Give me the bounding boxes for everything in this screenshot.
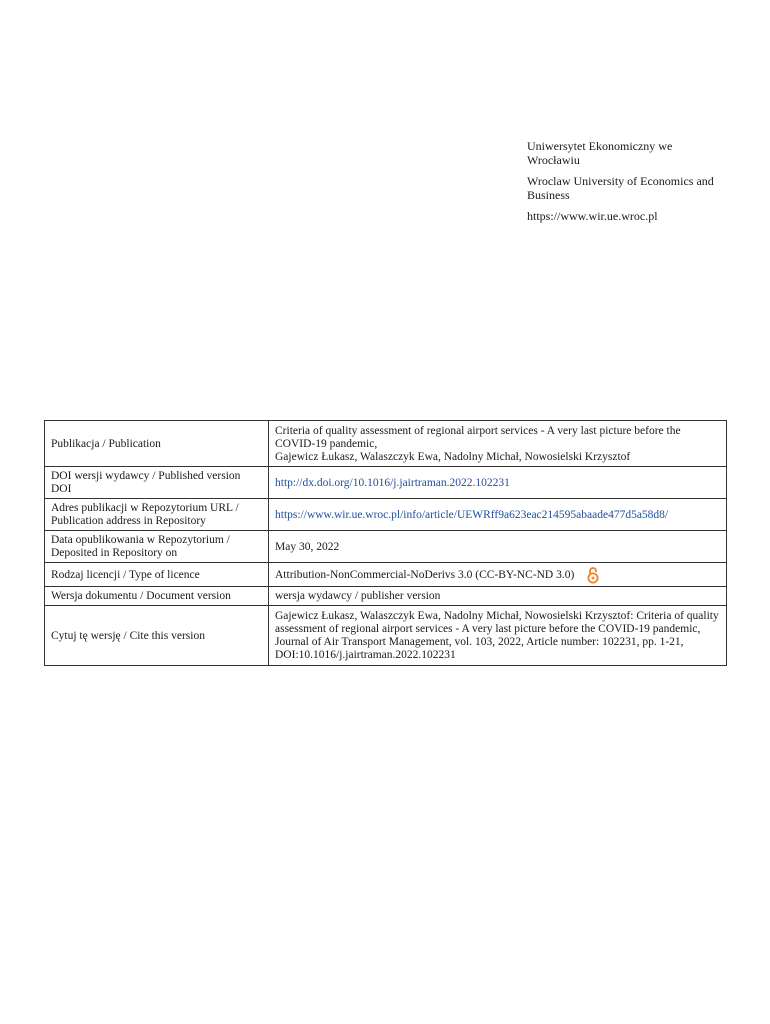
repository-url: https://www.wir.ue.wroc.pl bbox=[527, 209, 658, 223]
table-row-cite bbox=[45, 606, 727, 666]
version-label: Wersja dokumentu / Document version bbox=[45, 587, 269, 606]
publication-authors: Gajewicz Łukasz, Walaszczyk Ewa, Nadolny Michał, Nowosielski Krzysztof bbox=[275, 450, 631, 463]
table-row-version bbox=[45, 587, 727, 606]
university-name-pl: Uniwersytet Ekonomiczny we Wrocławiu bbox=[527, 139, 673, 167]
open-access-icon bbox=[586, 566, 600, 584]
table-row-deposited bbox=[45, 531, 727, 563]
publication-title: Criteria of quality assessment of regional airport services - A very last picture before the COVID-19 pandemic, bbox=[275, 424, 681, 450]
doi-cell bbox=[269, 467, 727, 499]
university-header bbox=[527, 139, 727, 230]
publication-label: Publikacja / Publication bbox=[45, 421, 269, 467]
table-row-publication bbox=[45, 421, 727, 467]
table-row-doi bbox=[45, 467, 727, 499]
publication-value bbox=[269, 421, 727, 467]
cite-label: Cytuj tę wersję / Cite this version bbox=[45, 606, 269, 666]
deposited-label: Data opublikowania w Repozytorium / Deposited in Repository on bbox=[45, 531, 269, 563]
publication-metadata-table bbox=[44, 420, 727, 666]
licence-label: Rodzaj licencji / Type of licence bbox=[45, 563, 269, 587]
licence-cell bbox=[269, 563, 727, 587]
doi-label: DOI wersji wydawcy / Published version DOI bbox=[45, 467, 269, 499]
table-row-licence bbox=[45, 563, 727, 587]
repo-url-label: Adres publikacji w Repozytorium URL / Publication address in Repository bbox=[45, 499, 269, 531]
cite-value: Gajewicz Łukasz, Walaszczyk Ewa, Nadolny Michał, Nowosielski Krzysztof: Criteria of quality assessment of regional airport services - A very last picture before the COVID-19 pandemic, Journal of Air Transport Management, vol. 103, 2022, Article number: 102231, pp. 1-21, DOI:10.1016/j.jairtraman.2022.102231 bbox=[269, 606, 727, 666]
repo-url-cell bbox=[269, 499, 727, 531]
table-row-repo-url bbox=[45, 499, 727, 531]
licence-value: Attribution-NonCommercial-NoDerivs 3.0 (CC-BY-NC-ND 3.0) bbox=[275, 568, 575, 581]
repo-url-link[interactable]: https://www.wir.ue.wroc.pl/info/article/UEWRff9a623eac214595abaade477d5a58d8/ bbox=[275, 508, 669, 521]
version-value: wersja wydawcy / publisher version bbox=[269, 587, 727, 606]
deposited-value: May 30, 2022 bbox=[269, 531, 727, 563]
doi-link[interactable]: http://dx.doi.org/10.1016/j.jairtraman.2022.102231 bbox=[275, 476, 510, 489]
university-name-en: Wroclaw University of Economics and Business bbox=[527, 174, 714, 202]
